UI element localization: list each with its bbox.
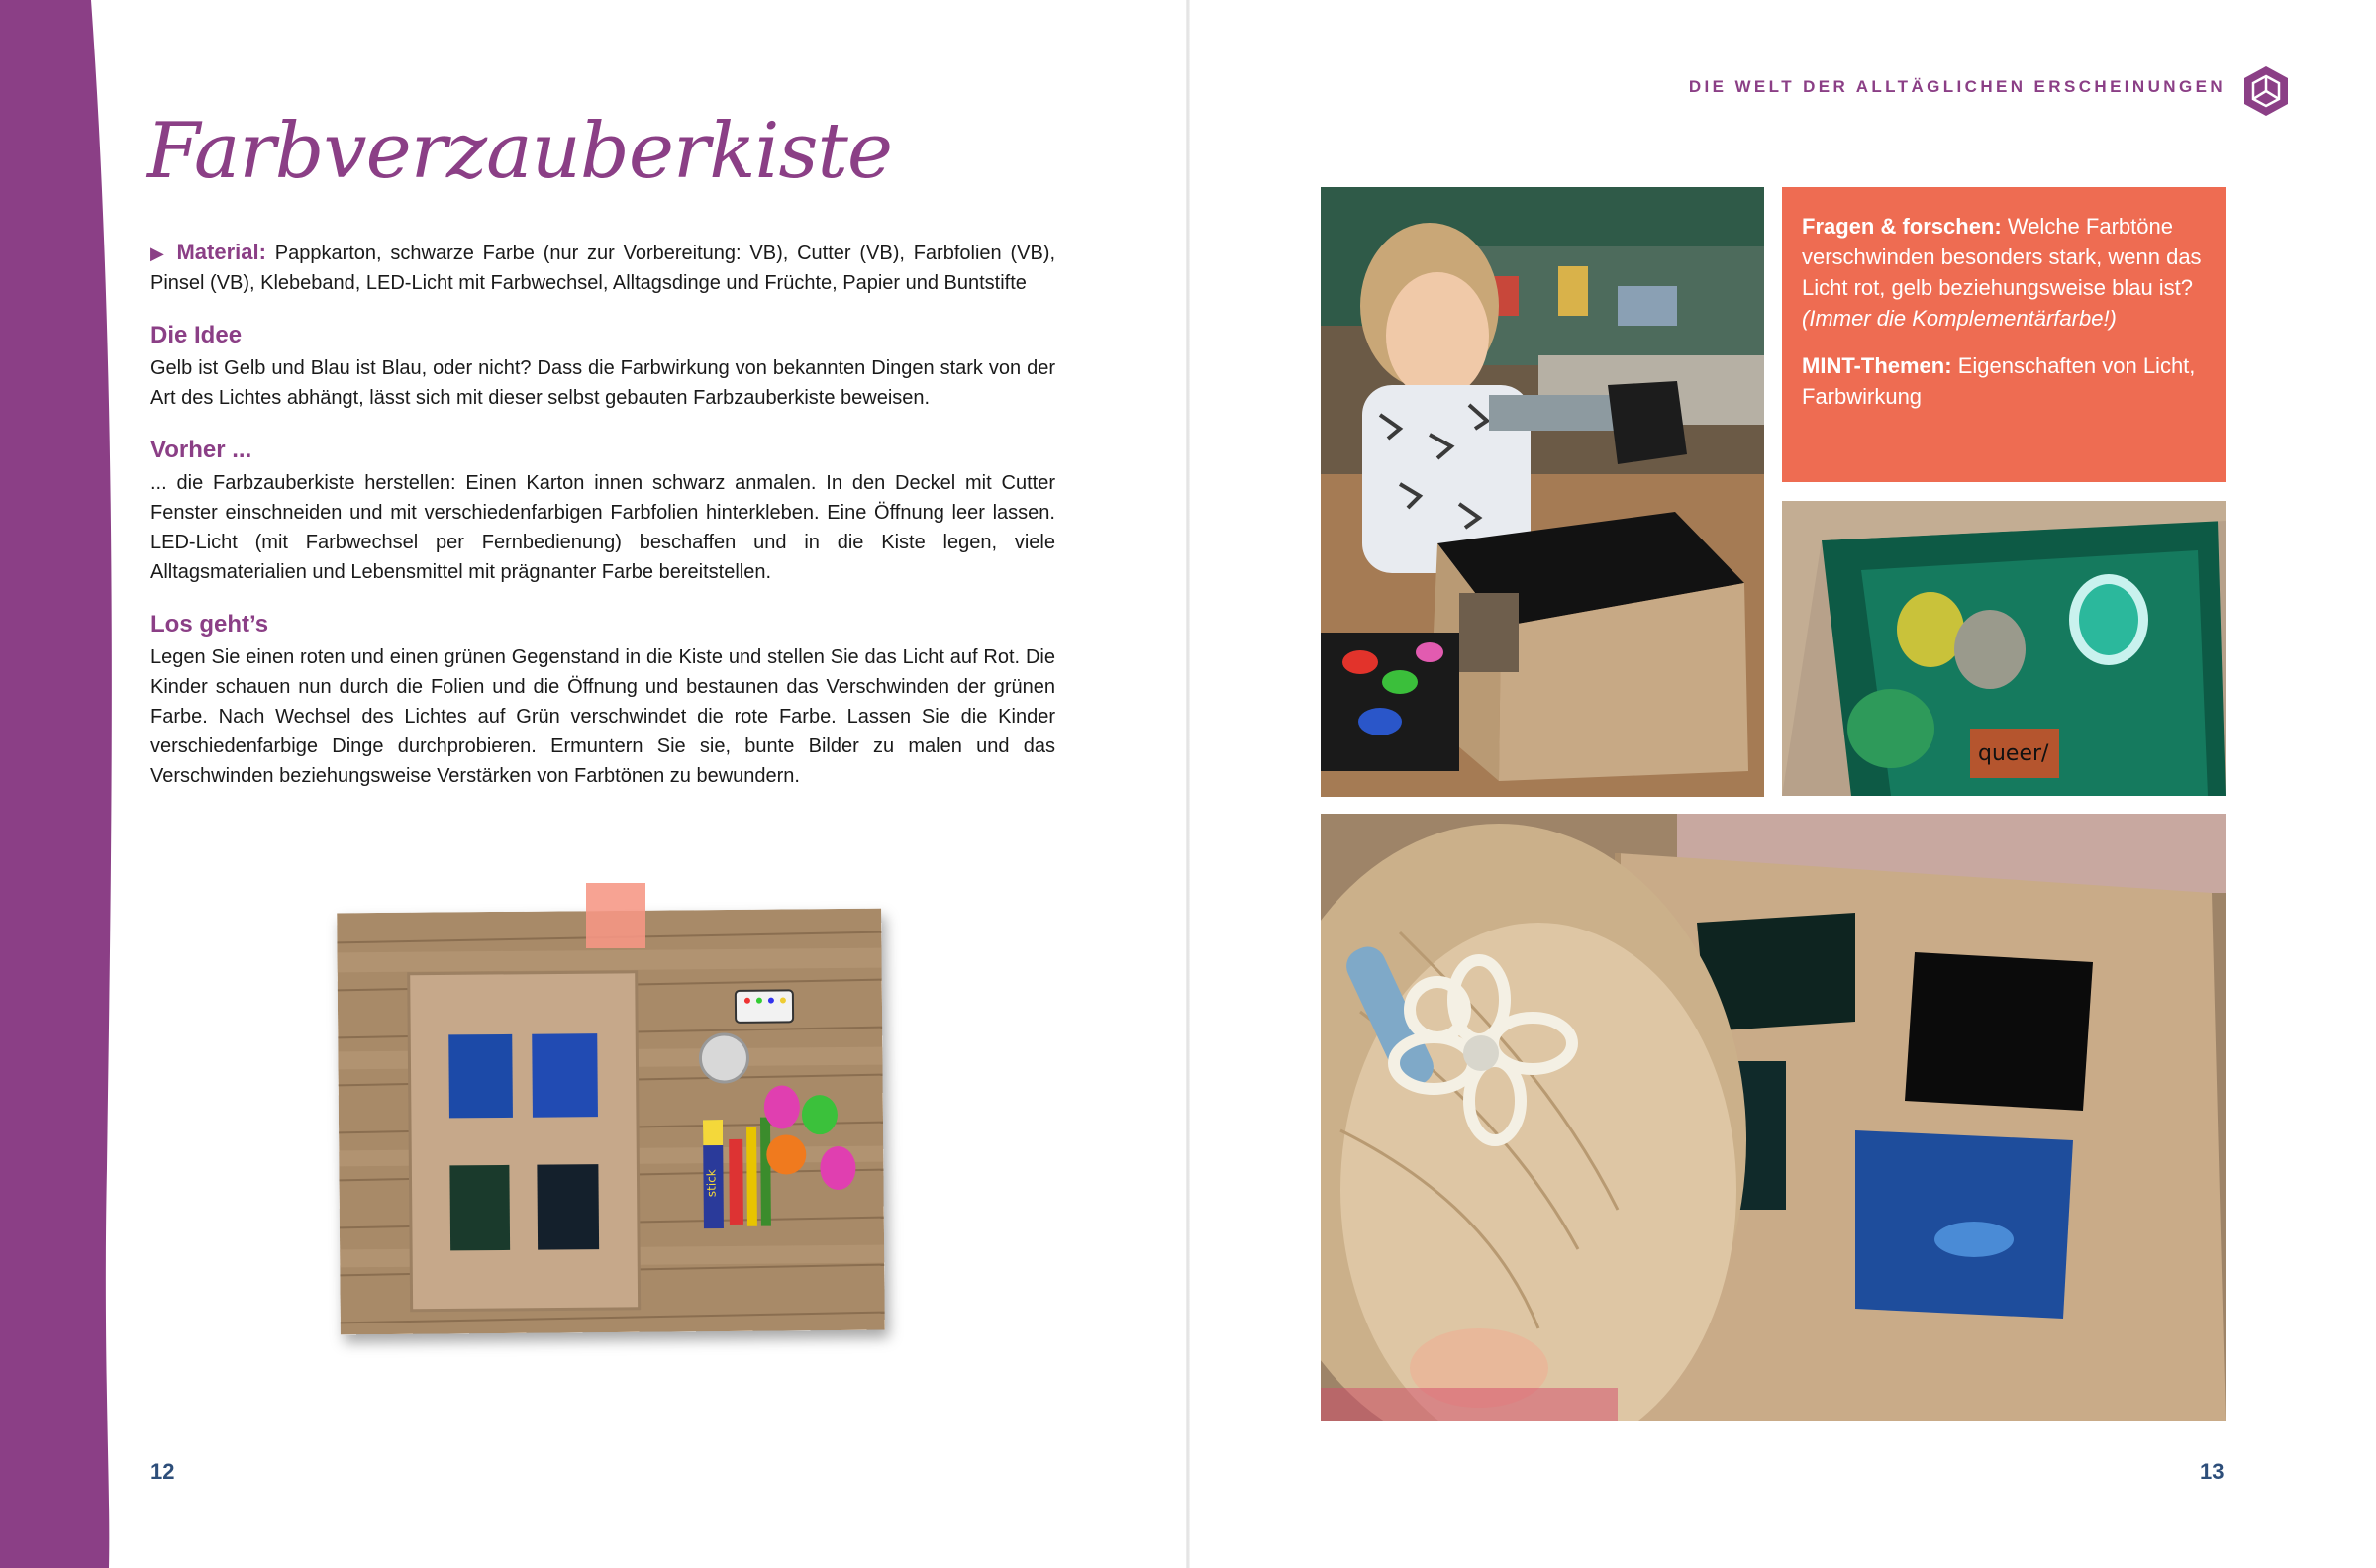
section-heading-before: Vorher ... <box>150 437 252 463</box>
photo-child-at-box <box>1321 187 1764 797</box>
section-heading-start: Los geht’s <box>150 611 269 637</box>
info-topics <box>1802 350 2206 412</box>
section-text-idea: Gelb ist Gelb und Blau ist Blau, oder nicht? Dass die Farbwirkung von bekannten Dingen stark von der Art des Lichtes abhängt, lässt sich mit dieser selbst gebauten Farbzauberkiste beweisen. <box>150 357 1055 409</box>
photo-box-lid-illustration <box>337 909 885 1335</box>
adhesive-tape <box>586 883 645 948</box>
body-text-column <box>150 238 1055 791</box>
info-question-hint: (Immer die Komplementärfarbe!) <box>1802 306 2117 331</box>
left-edge-band <box>0 0 119 1568</box>
page-number-right: 13 <box>2200 1459 2225 1484</box>
info-topics-text: Eigenschaften von Licht, Farbwirkung <box>1802 353 2196 409</box>
section-text-before: ... die Farbzauberkiste herstellen: Einen Karton innen schwarz anmalen. In den Deckel mit Cutter Fenster einschneiden und mit verschiedenfarbigen Farbfolien hinterkleben. Eine Öffnung leer lassen. LED-Licht (mit Farbwechsel per Fernbedienung) beschaffen und in die Kiste legen, viele Alltagsmaterialien und Lebensmittel mit prägnanter Farbe bereitstellen. <box>150 472 1055 583</box>
material-label-text: Material: <box>176 240 266 264</box>
info-question-text: Welche Farbtöne verschwinden besonders stark, wenn das Licht rot, gelb beziehungsweise blau ist? <box>1802 214 2202 300</box>
photo-child-looking-through-window <box>1321 814 2226 1421</box>
info-question-label: Fragen & forschen: <box>1802 214 2002 239</box>
section-text-start: Legen Sie einen roten und einen grünen Gegenstand in die Kiste und stellen Sie das Licht auf Rot. Die Kinder schauen nun durch die Folien und die Öffnung und bestaunen das Verschwinden der grünen Farbe. Nach Wechsel des Lichtes auf Grün verschwindet die rote Farbe. Lassen Sie die Kinder verschiedenfarbige Dinge durchprobieren. Ermuntern Sie sie, bunte Bilder zu malen und das Verschwinden beziehungsweise Verstärken von Farbtönen zu bewundern. <box>150 646 1055 787</box>
info-topics-label: MINT-Themen: <box>1802 353 1952 378</box>
photo-green-lit-interior <box>1782 501 2226 796</box>
photo-child-looking-illustration <box>1321 814 2226 1421</box>
glue-stick-label: stick <box>704 1169 719 1198</box>
info-box <box>1782 187 2226 482</box>
info-question <box>1802 211 2206 334</box>
page-gutter <box>1186 0 1190 1568</box>
page-title: Farbverzauberkiste <box>147 107 893 196</box>
material-text: Pappkarton, schwarze Farbe (nur zur Vorbereitung: VB), Cutter (VB), Farbfolien (VB), Pinsel (VB), Klebeband, LED-Licht mit Farbwechsel, Alltagsdinge und Früchte, Papier und Buntstifte <box>150 243 1055 294</box>
hexagon-icon <box>2243 65 2289 117</box>
queer-note-text: queer/ <box>1978 741 2049 766</box>
running-head: DIE WELT DER ALLTÄGLICHEN ERSCHEINUNGEN <box>1688 77 2226 96</box>
arrow-right-icon: ▶ <box>150 244 168 263</box>
material-paragraph <box>150 238 1055 298</box>
photo-green-lit-interior-illustration <box>1782 501 2226 796</box>
material-label <box>150 240 266 264</box>
photo-box-lid-on-floor <box>337 909 885 1335</box>
section-heading-idea: Die Idee <box>150 322 243 348</box>
photo-child-at-box-illustration <box>1321 187 1764 797</box>
page-number-left: 12 <box>150 1459 175 1484</box>
